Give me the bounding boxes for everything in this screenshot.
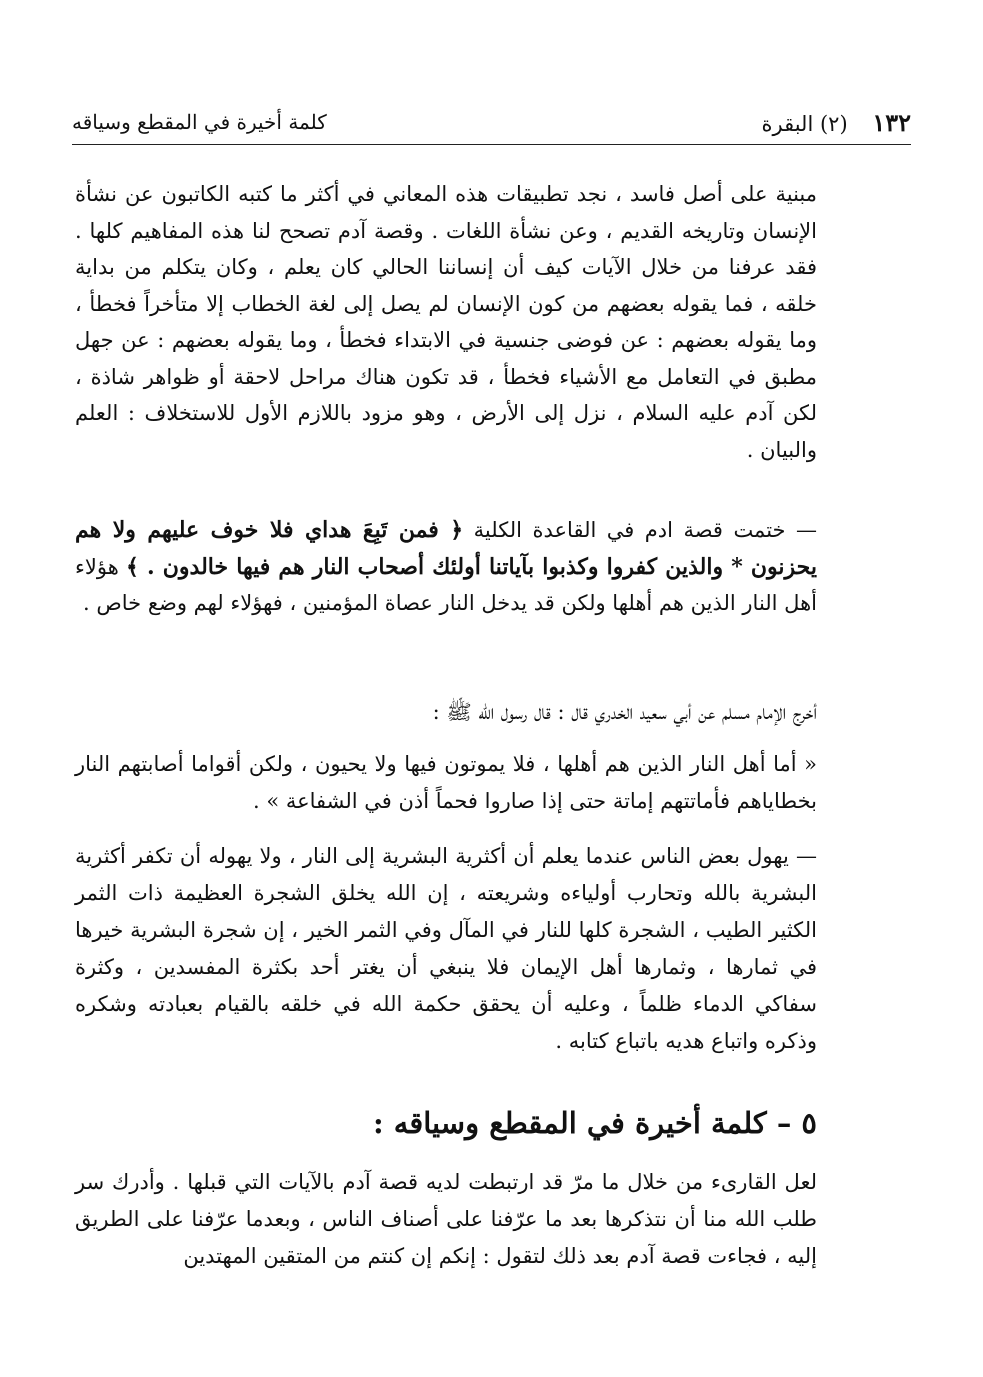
hadith-text: « أما أهل النار الذين هم أهلها ، فلا يموتون فيها ولا يحيون ، ولكن أقواما أصابتهم النار بخطاياهم فأماتتهم إماتة حتى إذا صاروا فحماً أذن في الشفاعة » . — [75, 752, 817, 813]
paragraph-1: مبنية على أصل فاسد ، نجد تطبيقات هذه المعاني في أكثر ما كتبه الكاتبون عن نشأة الإنسان وتاريخه القديم ، وعن نشأة اللغات . وقصة آدم تصحح لنا هذه المفاهيم كلها . فقد عرفنا من خلال الآيات كيف أن إنساننا الحالي كان يعلم ، وكان يتكلم من بداية خلقه ، فما يقوله بعضهم من كون الإنسان لم يصل إلى لغة الخطاب إلا متأخراً فخطأ ، وما يقوله بعضهم : عن فوضى جنسية في الابتداء فخطأ ، وما يقوله بعضهم : عن جهل مطبق في التعامل مع الأشياء فخطأ ، قد تكون هناك مراحل لاحقة أو ظواهر شاذة ، لكن آدم عليه السلام ، نزل إلى الأرض ، وهو مزود باللازم الأول للاستخلاف : العلم والبيان . — [75, 182, 817, 462]
paragraph-2-rest: هؤلاء أهل النار الذين هم أهلها ولكن قد يدخل النار عصاة المؤمنين ، فهؤلاء لهم وضع خاص . — [75, 554, 817, 615]
section-heading: ٥ – كلمة أخيرة في المقطع وسياقه : — [373, 1106, 817, 1140]
surah-name: (٢) البقرة — [761, 112, 848, 136]
hadith-intro: أخرج الإمام مسلم عن أبي سعيد الخدري قال : قال رسول الله ﷺ : — [432, 700, 817, 724]
paragraph-2-intro: — ختمت قصة ادم في القاعدة الكلية — [473, 518, 817, 542]
header-right — [762, 108, 912, 137]
page-number: ١٣٢ — [872, 108, 911, 137]
quran-verse: ﴿ فمن تَبِعَ هداي فلا خوف عليهم ولا هم يحزنون * والذين كفروا وكذبوا بآياتنا أولئك أصحاب النار هم فيها خالدون . ﴾ — [75, 517, 817, 580]
running-title: كلمة أخيرة في المقطع وسياقه — [72, 110, 327, 134]
paragraph-5: — يهول بعض الناس عندما يعلم أن أكثرية البشرية إلى النار ، ولا يهوله أن تكفر أكثرية البشرية بالله وتحارب أولياءه وشريعته ، إن الله يخلق الشجرة العظيمة ذات الثمر الكثير الطيب ، الشجرة كلها للنار في المآل وفي الثمر الخير ، إن شجرة البشرية خيرها في ثمارها ، وثمارها أهل الإيمان فلا ينبغي أن يغتر أحد بكثرة المفسدين ، وكثرة سفاكي الدماء ظلماً ، وعليه أن يحقق حكمة الله في خلقه بالقيام بعبادته وشكره وذكره واتباع هديه باتباع كتابه . — [75, 844, 817, 1053]
paragraph-6: لعل القارىء من خلال ما مرّ قد ارتبطت لديه قصة آدم بالآيات التي قبلها . وأدرك سر طلب الله منا أن نتذكرها بعد ما عرّفنا على أصناف الناس ، وبعدما عرّفنا على الطريق إليه ، فجاءت قصة آدم بعد ذلك لتقول : إنكم إن كنتم من المتقين المهتدين — [75, 1170, 817, 1268]
page-header — [72, 104, 911, 145]
paragraph-2 — [75, 512, 817, 622]
